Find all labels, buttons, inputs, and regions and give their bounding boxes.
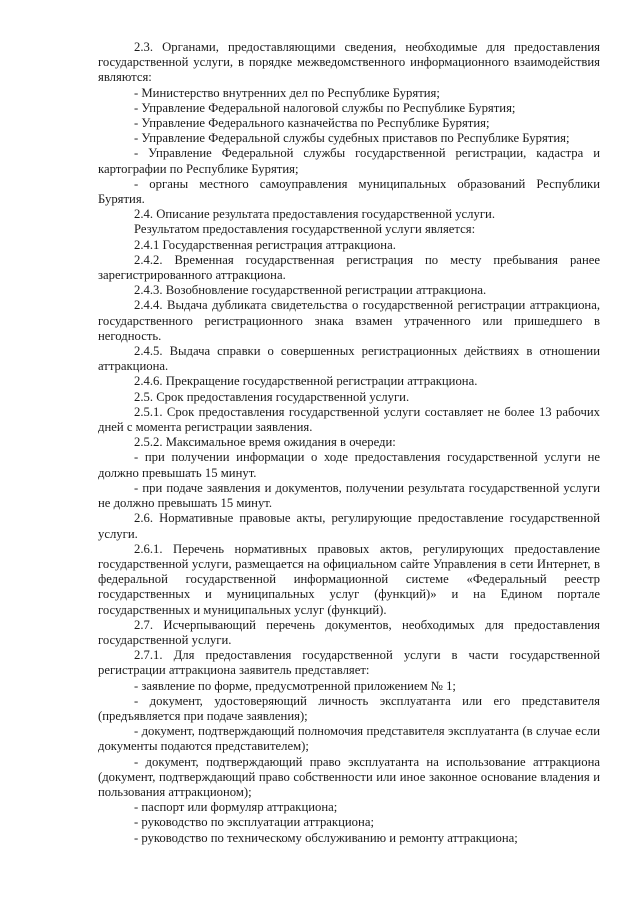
list-item: - при получении информации о ходе предоставления государственной услуги не должно превышать 15 минут. [98,450,600,480]
list-item: - Управление Федеральной службы государственной регистрации, кадастра и картографии по Республике Бурятия; [98,146,600,176]
paragraph-2-4-5: 2.4.5. Выдача справки о совершенных регистрационных действиях в отношении аттракциона. [98,344,600,374]
list-item: - документ, подтверждающий право эксплуатанта на использование аттракциона (документ, подтверждающий право собственности или иное законное основание владения и пользования аттракционом); [98,754,600,799]
list-item: - при подаче заявления и документов, получении результата государственной услуги не должно превышать 15 минут. [98,480,600,511]
paragraph-2-7: 2.7. Исчерпывающий перечень документов, необходимых для предоставления государственной услуги. [98,617,600,647]
list-item: - руководство по техническому обслуживанию и ремонту аттракциона; [134,830,518,845]
list-item: - заявление по форме, предусмотренной приложением № 1; [134,678,456,693]
list-item: - Управление Федерального казначейства по Республике Бурятия; [134,116,490,131]
list-item: - органы местного самоуправления муниципальных образований Республики Бурятия. [98,176,600,207]
paragraph-2-4-1: 2.4.1 Государственная регистрация аттракциона. [134,237,396,252]
list-item: - руководство по эксплуатации аттракциона; [134,815,374,830]
list-item: - Министерство внутренних дел по Республике Бурятия; [134,85,440,100]
paragraph-2-7-1: 2.7.1. Для предоставления государственной услуги в части государственной регистрации аттракциона заявитель представляет: [98,648,600,678]
paragraph-2-4-4: 2.4.4. Выдача дубликата свидетельства о государственной регистрации аттракциона, государственного регистрационного знака взамен утраченного или пришедшего в негодность. [98,298,600,343]
paragraph-2-4-6: 2.4.6. Прекращение государственной регистрации аттракциона. [134,374,478,389]
document-page [98,40,600,846]
paragraph: Результатом предоставления государственной услуги является: [134,222,476,237]
list-item: - документ, подтверждающий полномочия представителя эксплуатанта (в случае если документы подаются представителем); [98,724,600,754]
list-item: - Управление Федеральной службы судебных приставов по Республике Бурятия; [134,131,570,146]
paragraph-2-3: 2.3. Органами, предоставляющими сведения, необходимые для предоставления государственной услуги, в порядке межведомственного информационного взаимодействия являются: [98,40,600,85]
paragraph-2-5-2: 2.5.2. Максимальное время ожидания в очереди: [134,435,396,450]
list-item: - документ, удостоверяющий личность эксплуатанта или его представителя (предъявляется при подаче заявления); [98,693,600,723]
paragraph-2-6: 2.6. Нормативные правовые акты, регулирующие предоставление государственной услуги. [98,511,600,541]
paragraph-2-5-1: 2.5.1. Срок предоставления государственной услуги составляет не более 13 рабочих дней с момента регистрации заявления. [98,404,600,435]
paragraph-2-5: 2.5. Срок предоставления государственной услуги. [134,389,410,404]
list-item: - Управление Федеральной налоговой службы по Республике Бурятия; [134,100,516,115]
paragraph-2-4-2: 2.4.2. Временная государственная регистрация по месту пребывания ранее зарегистрированного аттракциона. [98,252,600,283]
list-item: - паспорт или формуляр аттракциона; [134,800,338,815]
paragraph-2-6-1: 2.6.1. Перечень нормативных правовых актов, регулирующих предоставление государственной услуги, размещается на официальном сайте Управления в сети Интернет, в федеральной государственной информационной системе «Федеральный реестр государственных и муниципальных услуг (функций)» и на Едином портале государственных и муниципальных услуг (функций). [98,541,600,617]
paragraph-2-4: 2.4. Описание результата предоставления государственной услуги. [134,207,496,222]
paragraph-2-4-3: 2.4.3. Возобновление государственной регистрации аттракциона. [134,283,487,298]
